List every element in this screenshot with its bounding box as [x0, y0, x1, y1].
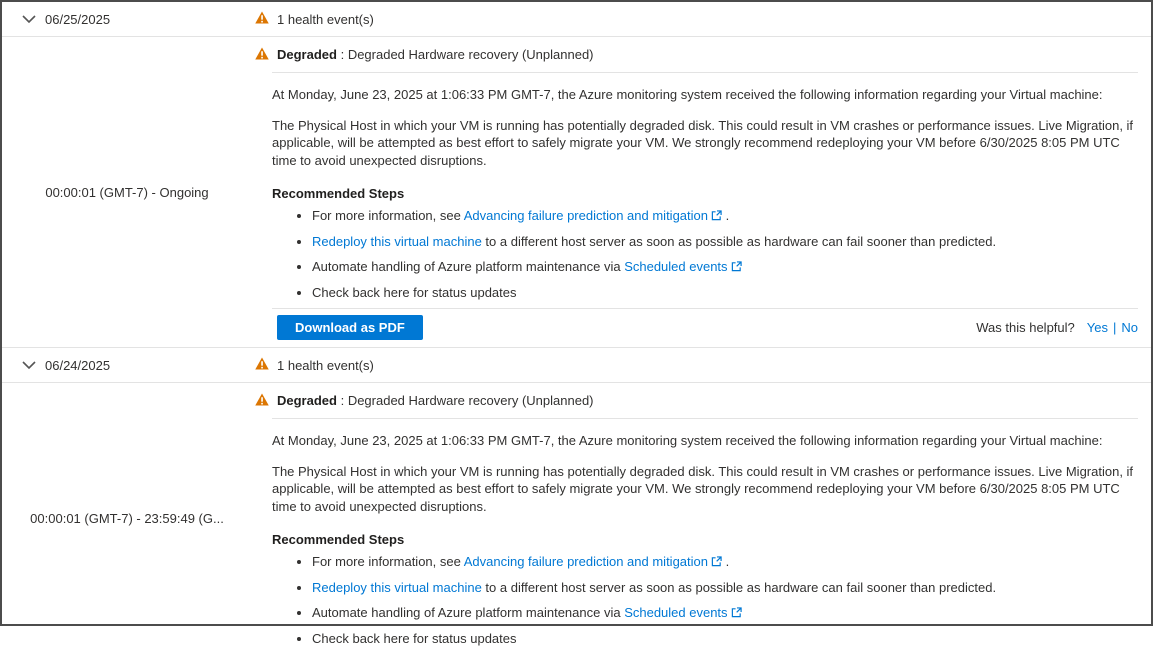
step-item-scheduled-events: • Automate handling of Azure platform maintenance via Scheduled events — [312, 605, 1138, 622]
feedback-no-link[interactable]: No — [1121, 320, 1138, 335]
advancing-failure-prediction-link[interactable]: Advancing failure prediction and mitigation — [464, 554, 722, 569]
event-description-intro: At Monday, June 23, 2025 at 1:06:33 PM GMT-7, the Azure monitoring system received the following information regarding your Virtual machine: — [272, 433, 1103, 448]
step-item-redeploy: • Redeploy this virtual machine to a different host server as soon as possible as hardware can fail sooner than predicted. — [312, 580, 1138, 596]
step-item-scheduled-events: • Automate handling of Azure platform maintenance via Scheduled events — [312, 259, 1138, 276]
step-item-check-back: • Check back here for status updates — [312, 285, 1138, 301]
warning-triangle-icon — [255, 11, 269, 27]
day-date-cell — [2, 12, 252, 27]
event-time-range: 00:00:01 (GMT-7) - 23:59:49 (G... — [30, 511, 224, 526]
step-item-more-info: • For more information, see Advancing failure prediction and mitigation . — [312, 554, 1138, 571]
event-status-badge: Degraded — [277, 47, 337, 62]
step-item-check-back: • Check back here for status updates — [312, 631, 1138, 647]
event-title-text: : Degraded Hardware recovery (Unplanned) — [336, 47, 594, 62]
external-link-icon — [731, 606, 742, 622]
divider — [272, 418, 1138, 419]
external-link-icon — [731, 260, 742, 276]
feedback-label: Was this helpful? — [976, 320, 1075, 335]
chevron-down-icon[interactable] — [22, 359, 36, 371]
event-footer — [252, 309, 1138, 347]
day-group-2 — [2, 348, 1151, 654]
external-link-icon — [711, 555, 722, 571]
event-title-text: : Degraded Hardware recovery (Unplanned) — [336, 393, 594, 408]
feedback-yes-link[interactable]: Yes — [1086, 320, 1108, 335]
scheduled-events-link[interactable]: Scheduled events — [624, 605, 741, 620]
external-link-icon — [711, 209, 722, 225]
redeploy-vm-link[interactable]: Redeploy this virtual machine — [312, 580, 482, 595]
date-label: 06/25/2025 — [45, 11, 111, 27]
divider — [272, 72, 1138, 73]
event-description-body: The Physical Host in which your VM is running has potentially degraded disk. This could result in VM crashes or performance issues. Live Migration, if applicable, will be attempted as best effort to safely migrate your VM. We strongly recommend redeploying your VM before 6/30/2025 8:05 PM UTC time to avoid unexpected disruptions. — [272, 463, 1134, 514]
event-description-intro: At Monday, June 23, 2025 at 1:06:33 PM GMT-7, the Azure monitoring system received the following information regarding your Virtual machine: — [272, 87, 1103, 102]
step-item-redeploy: • Redeploy this virtual machine to a different host server as soon as possible as hardware can fail sooner than predicted. — [312, 234, 1138, 250]
advancing-failure-prediction-link[interactable]: Advancing failure prediction and mitigation — [464, 208, 722, 223]
recommended-steps-heading: Recommended Steps — [272, 532, 405, 547]
event-content — [252, 383, 1151, 654]
scheduled-events-link[interactable]: Scheduled events — [624, 259, 741, 274]
event-detail — [2, 383, 1151, 654]
recommended-steps-list — [272, 208, 1138, 301]
day-header[interactable] — [2, 348, 1151, 382]
health-event-count: 1 health event(s) — [277, 11, 374, 27]
warning-triangle-icon — [255, 47, 269, 63]
event-status-badge: Degraded — [277, 393, 337, 408]
feedback-prompt — [976, 320, 1138, 335]
recommended-steps-heading: Recommended Steps — [272, 186, 405, 201]
event-title — [252, 383, 1138, 418]
feedback-links — [1087, 320, 1138, 335]
day-events-summary — [252, 357, 1151, 373]
date-label: 06/24/2025 — [45, 357, 111, 373]
recommended-steps-list — [272, 554, 1138, 647]
day-events-summary — [252, 11, 1151, 27]
day-header[interactable] — [2, 2, 1151, 36]
event-content — [252, 37, 1151, 347]
warning-triangle-icon — [255, 357, 269, 373]
event-title — [252, 37, 1138, 72]
feedback-separator: | — [1112, 320, 1117, 335]
event-time-range: 00:00:01 (GMT-7) - Ongoing — [45, 184, 209, 200]
chevron-down-icon[interactable] — [22, 13, 36, 25]
warning-triangle-icon — [255, 393, 269, 409]
download-pdf-button[interactable]: Download as PDF — [277, 315, 423, 340]
redeploy-vm-link[interactable]: Redeploy this virtual machine — [312, 234, 482, 249]
event-description-body: The Physical Host in which your VM is running has potentially degraded disk. This could result in VM crashes or performance issues. Live Migration, if applicable, will be attempted as best effort to safely migrate your VM. We strongly recommend redeploying your VM before 6/30/2025 8:05 PM UTC time to avoid unexpected disruptions. — [272, 117, 1134, 168]
day-date-cell — [2, 358, 252, 373]
health-event-count: 1 health event(s) — [277, 357, 374, 373]
event-detail — [2, 37, 1151, 347]
step-item-more-info: • For more information, see Advancing failure prediction and mitigation . — [312, 208, 1138, 225]
day-group-1 — [2, 2, 1151, 348]
